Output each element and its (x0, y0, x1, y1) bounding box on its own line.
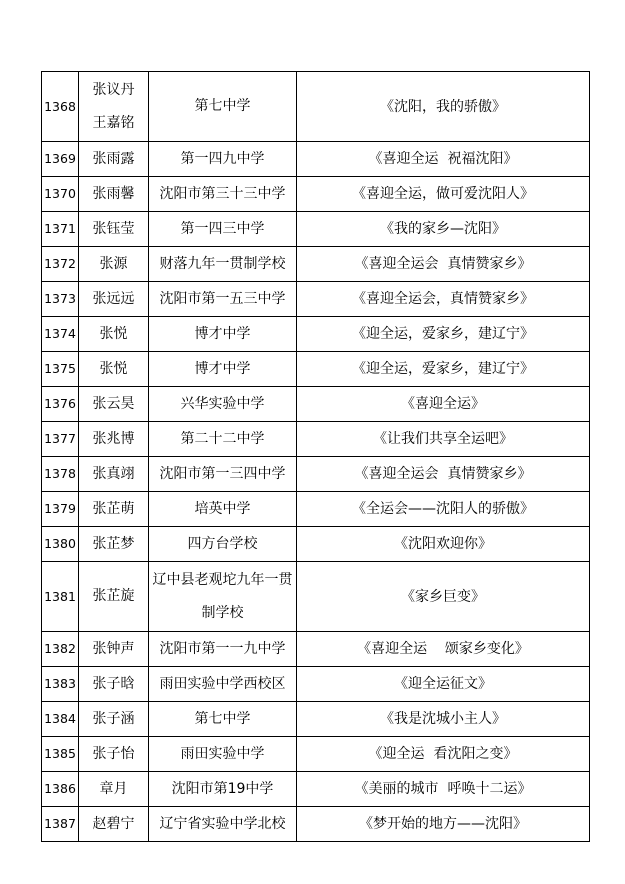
table-row (42, 72, 590, 142)
school-cell (149, 457, 297, 492)
student-name-cell (79, 212, 149, 247)
student-name-cell (79, 177, 149, 212)
essay-title-cell: 《喜迎全运会 真情赞家乡》 (297, 247, 590, 282)
school-name: 沈阳市第一三四中学 (159, 466, 286, 482)
essay-title-cell: 《喜迎全运 颂家乡变化》 (297, 632, 590, 667)
student-name-cell (79, 667, 149, 702)
student-name: 王嘉铭 (92, 114, 135, 131)
record-number-cell: 1372 (42, 247, 79, 282)
school-cell (149, 212, 297, 247)
essay-title-cell: 《我的家乡—沈阳》 (297, 212, 590, 247)
student-name-cell (79, 492, 149, 527)
school-cell (149, 422, 297, 457)
school-cell (149, 387, 297, 422)
record-number-cell: 1370 (42, 177, 79, 212)
essay-title-cell: 《喜迎全运》 (297, 387, 590, 422)
school-cell (149, 282, 297, 317)
school-name: 沈阳市第19中学 (171, 781, 274, 797)
student-name-cell (79, 282, 149, 317)
table-row (42, 527, 590, 562)
record-number-cell: 1384 (42, 702, 79, 737)
record-number-cell: 1386 (42, 772, 79, 807)
essay-title-cell: 《迎全运，爱家乡，建辽宁》 (297, 352, 590, 387)
student-name: 张芷旋 (92, 588, 135, 604)
table-row (42, 177, 590, 212)
essay-title-cell: 《喜迎全运会 真情赞家乡》 (297, 457, 590, 492)
school-cell (149, 772, 297, 807)
school-name: 制学校 (201, 604, 244, 621)
record-number-cell: 1373 (42, 282, 79, 317)
record-number-cell: 1380 (42, 527, 79, 562)
student-name: 张雨馨 (92, 186, 135, 202)
student-name-cell (79, 772, 149, 807)
record-number-cell: 1378 (42, 457, 79, 492)
school-cell (149, 247, 297, 282)
table-row (42, 807, 590, 842)
table-row (42, 212, 590, 247)
student-name-cell (79, 632, 149, 667)
essay-title-cell: 《让我们共享全运吧》 (297, 422, 590, 457)
table-row (42, 282, 590, 317)
record-number-cell: 1377 (42, 422, 79, 457)
student-name: 张真翊 (92, 466, 135, 482)
student-name-cell (79, 527, 149, 562)
school-cell (149, 702, 297, 737)
student-name-cell (79, 352, 149, 387)
record-number-cell: 1374 (42, 317, 79, 352)
essay-title-cell: 《我是沈城小主人》 (297, 702, 590, 737)
record-number-cell: 1376 (42, 387, 79, 422)
table-row (42, 352, 590, 387)
records-table (41, 71, 590, 842)
student-name-cell (79, 317, 149, 352)
student-name-cell (79, 737, 149, 772)
table-row (42, 562, 590, 632)
essay-title-cell: 《迎全运，爱家乡，建辽宁》 (297, 317, 590, 352)
school-name: 财落九年一贯制学校 (159, 256, 286, 272)
school-cell (149, 317, 297, 352)
student-name: 张芷梦 (92, 536, 135, 552)
record-number-cell: 1385 (42, 737, 79, 772)
student-name: 张子怡 (92, 746, 135, 762)
school-name: 雨田实验中学西校区 (159, 676, 286, 692)
school-name: 博才中学 (194, 361, 251, 377)
school-name: 沈阳市第一一九中学 (159, 641, 286, 657)
record-number-cell: 1383 (42, 667, 79, 702)
table-row (42, 317, 590, 352)
school-cell (149, 142, 297, 177)
school-cell (149, 562, 297, 632)
student-name: 张雨露 (92, 151, 135, 167)
school-cell (149, 632, 297, 667)
school-cell (149, 737, 297, 772)
school-name: 第一四三中学 (180, 221, 265, 237)
student-name: 张悦 (99, 361, 128, 377)
table-row (42, 492, 590, 527)
table-row (42, 772, 590, 807)
school-name: 辽宁省实验中学北校 (159, 816, 286, 832)
student-name: 张兆博 (92, 431, 135, 447)
school-cell (149, 667, 297, 702)
essay-title-cell: 《沈阳欢迎你》 (297, 527, 590, 562)
essay-title-cell: 《家乡巨变》 (297, 562, 590, 632)
student-name-cell (79, 142, 149, 177)
student-name: 张悦 (99, 326, 128, 342)
essay-title-cell: 《梦开始的地方——沈阳》 (297, 807, 590, 842)
student-name: 张子涵 (92, 711, 135, 727)
record-number-cell: 1371 (42, 212, 79, 247)
student-name: 张钟声 (92, 641, 135, 657)
school-name: 第一四九中学 (180, 151, 265, 167)
essay-title-cell: 《迎全运 看沈阳之变》 (297, 737, 590, 772)
records-table-body (42, 72, 590, 842)
school-cell (149, 352, 297, 387)
record-number-cell: 1382 (42, 632, 79, 667)
student-name-cell (79, 562, 149, 632)
student-name: 张钰莹 (92, 221, 135, 237)
table-row (42, 702, 590, 737)
school-name: 第七中学 (194, 98, 251, 114)
student-name-cell (79, 247, 149, 282)
student-name: 张议丹 (92, 81, 135, 98)
record-number-cell: 1368 (42, 72, 79, 142)
student-name-cell (79, 457, 149, 492)
school-cell (149, 492, 297, 527)
school-name: 雨田实验中学 (180, 746, 265, 762)
student-name: 章月 (99, 781, 128, 797)
record-number-cell: 1381 (42, 562, 79, 632)
essay-title-cell: 《沈阳，我的骄傲》 (297, 72, 590, 142)
record-number-cell: 1369 (42, 142, 79, 177)
student-name-cell (79, 807, 149, 842)
table-row (42, 632, 590, 667)
school-name: 兴华实验中学 (180, 396, 265, 412)
essay-title-cell: 《喜迎全运 祝福沈阳》 (297, 142, 590, 177)
table-row (42, 142, 590, 177)
school-name: 培英中学 (194, 501, 251, 517)
student-name: 赵碧宁 (92, 816, 135, 832)
school-name: 沈阳市第一五三中学 (159, 291, 286, 307)
student-name: 张芷萌 (92, 501, 135, 517)
school-cell (149, 527, 297, 562)
school-name: 博才中学 (194, 326, 251, 342)
record-number-cell: 1379 (42, 492, 79, 527)
table-row (42, 737, 590, 772)
student-name: 张远远 (92, 291, 135, 307)
table-row (42, 667, 590, 702)
student-name-cell (79, 422, 149, 457)
school-cell (149, 72, 297, 142)
school-name: 四方台学校 (187, 536, 258, 552)
school-cell (149, 807, 297, 842)
essay-title-cell: 《美丽的城市 呼唤十二运》 (297, 772, 590, 807)
table-row (42, 247, 590, 282)
record-number-cell: 1375 (42, 352, 79, 387)
essay-title-cell: 《喜迎全运，做可爱沈阳人》 (297, 177, 590, 212)
school-cell (149, 177, 297, 212)
school-name: 沈阳市第三十三中学 (159, 186, 286, 202)
student-name: 张源 (99, 256, 128, 272)
table-row (42, 457, 590, 492)
school-name: 辽中县老观坨九年一贯 (152, 571, 293, 588)
student-name: 张子晗 (92, 676, 135, 692)
essay-title-cell: 《全运会——沈阳人的骄傲》 (297, 492, 590, 527)
table-row (42, 387, 590, 422)
student-name-cell (79, 72, 149, 142)
student-name-cell (79, 387, 149, 422)
essay-title-cell: 《迎全运征文》 (297, 667, 590, 702)
student-name-cell (79, 702, 149, 737)
school-name: 第七中学 (194, 711, 251, 727)
school-name: 第二十二中学 (180, 431, 265, 447)
table-row (42, 422, 590, 457)
record-number-cell: 1387 (42, 807, 79, 842)
essay-title-cell: 《喜迎全运会，真情赞家乡》 (297, 282, 590, 317)
student-name: 张云昊 (92, 396, 135, 412)
